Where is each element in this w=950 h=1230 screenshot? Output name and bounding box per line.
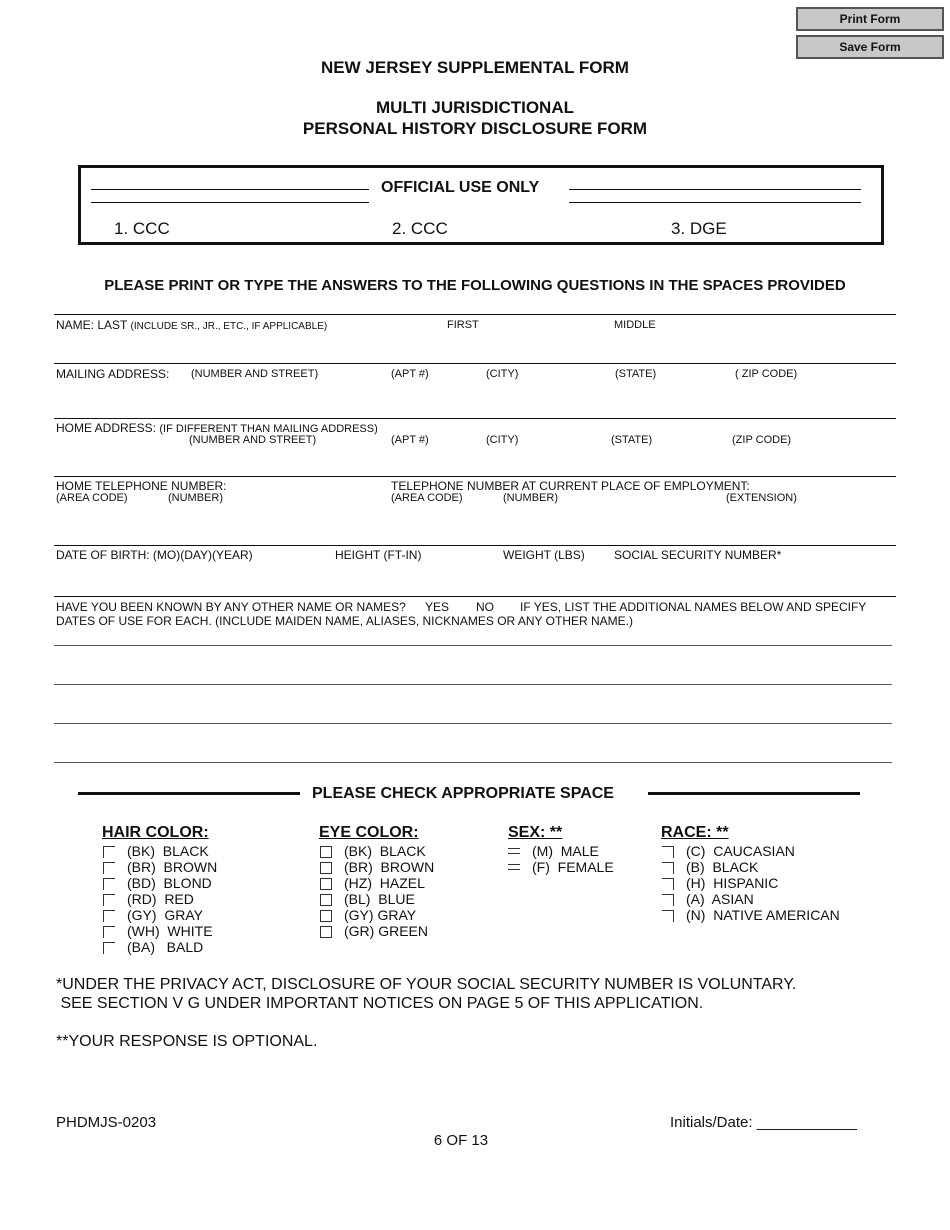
work-phone-label: TELEPHONE NUMBER AT CURRENT PLACE OF EMPLOYMENT: xyxy=(391,479,750,493)
other-name-line-1[interactable] xyxy=(54,645,892,646)
divider xyxy=(569,202,861,203)
race-option-label: (N) NATIVE AMERICAN xyxy=(686,907,840,923)
home-apt-label: (APT #) xyxy=(391,434,429,446)
mailing-city-label: (CITY) xyxy=(486,368,519,380)
divider xyxy=(54,418,896,419)
work-extension-label: (EXTENSION) xyxy=(726,492,797,504)
hair-option-label: (BD) BLOND xyxy=(127,875,212,891)
hair-checkbox[interactable] xyxy=(103,910,115,922)
hair-checkbox[interactable] xyxy=(103,942,115,954)
divider xyxy=(91,202,369,203)
work-number-label: (NUMBER) xyxy=(503,492,558,504)
home-phone-label: HOME TELEPHONE NUMBER: xyxy=(56,479,227,493)
other-names-no[interactable]: NO xyxy=(476,600,494,614)
hair-option-label: (WH) WHITE xyxy=(127,923,213,939)
eye-checkbox[interactable] xyxy=(320,926,332,938)
race-option-label: (C) CAUCASIAN xyxy=(686,843,795,859)
mailing-street-label: (NUMBER AND STREET) xyxy=(191,368,319,380)
other-name-line-4[interactable] xyxy=(54,762,892,763)
hair-checkbox[interactable] xyxy=(103,862,115,874)
dob-label: DATE OF BIRTH: (MO)(DAY)(YEAR) xyxy=(56,548,253,562)
eye-option-label: (BR) BROWN xyxy=(344,859,435,875)
eye-checkbox[interactable] xyxy=(320,910,332,922)
race-checkbox[interactable] xyxy=(662,878,674,890)
sex-checkbox[interactable] xyxy=(508,864,520,870)
official-item-3: 3. DGE xyxy=(671,219,727,238)
official-use-box xyxy=(78,165,884,245)
check-section-title: PLEASE CHECK APPROPRIATE SPACE xyxy=(312,785,614,802)
weight-label: WEIGHT (LBS) xyxy=(503,548,585,562)
official-use-label: OFFICIAL USE ONLY xyxy=(381,179,540,196)
divider xyxy=(54,363,896,364)
eye-option-label: (GR) GREEN xyxy=(344,923,428,939)
race-checkbox[interactable] xyxy=(662,846,674,858)
other-names-instructions-2: DATES OF USE FOR EACH. (INCLUDE MAIDEN NAME, ALIASES, NICKNAMES OR ANY OTHER NAME.) xyxy=(56,614,633,628)
privacy-note-1: *UNDER THE PRIVACY ACT, DISCLOSURE OF YOUR SOCIAL SECURITY NUMBER IS VOLUNTARY. xyxy=(56,976,797,993)
hair-checkbox[interactable] xyxy=(103,894,115,906)
form-id: PHDMJS-0203 xyxy=(56,1114,157,1131)
divider xyxy=(91,189,369,190)
hair-checkbox[interactable] xyxy=(103,846,115,858)
official-item-2: 2. CCC xyxy=(392,219,448,238)
race-option-label: (H) HISPANIC xyxy=(686,875,779,891)
race-checkbox[interactable] xyxy=(662,910,674,922)
page-number: 6 OF 13 xyxy=(433,1132,489,1149)
official-item-1: 1. CCC xyxy=(114,219,170,238)
divider xyxy=(569,189,861,190)
eye-checkbox[interactable] xyxy=(320,862,332,874)
mailing-state-label: (STATE) xyxy=(615,368,657,380)
hair-option-label: (BK) BLACK xyxy=(127,843,209,859)
other-names-instructions: IF YES, LIST THE ADDITIONAL NAMES BELOW AND SPECIFY xyxy=(520,600,867,614)
race-checkbox[interactable] xyxy=(662,894,674,906)
save-form-button[interactable]: Save Form xyxy=(796,35,944,59)
instructions: PLEASE PRINT OR TYPE THE ANSWERS TO THE FOLLOWING QUESTIONS IN THE SPACES PROVIDED xyxy=(104,277,846,294)
home-number-label: (NUMBER) xyxy=(168,492,223,504)
eye-option-label: (GY) GRAY xyxy=(344,907,417,923)
hair-option-label: (BR) BROWN xyxy=(127,859,218,875)
hair-checkbox[interactable] xyxy=(103,926,115,938)
hair-color-title: HAIR COLOR: xyxy=(102,824,209,841)
race-option-label: (A) ASIAN xyxy=(686,891,754,907)
eye-option-label: (BK) BLACK xyxy=(344,843,426,859)
ssn-label: SOCIAL SECURITY NUMBER* xyxy=(614,548,782,562)
divider xyxy=(54,314,896,315)
divider xyxy=(54,545,896,546)
height-label: HEIGHT (FT-IN) xyxy=(335,548,422,562)
eye-checkbox[interactable] xyxy=(320,846,332,858)
other-name-line-2[interactable] xyxy=(54,684,892,685)
home-area-code-label: (AREA CODE) xyxy=(56,492,128,504)
form-subtitle-1: MULTI JURISDICTIONAL xyxy=(375,98,574,117)
hair-option-label: (GY) GRAY xyxy=(127,907,203,923)
hair-option-label: (RD) RED xyxy=(127,891,194,907)
eye-checkbox[interactable] xyxy=(320,894,332,906)
mailing-apt-label: (APT #) xyxy=(391,368,429,380)
sex-option-label: (M) MALE xyxy=(532,843,599,859)
race-option-label: (B) BLACK xyxy=(686,859,759,875)
hair-option-label: (BA) BALD xyxy=(127,939,204,955)
home-zip-label: (ZIP CODE) xyxy=(732,434,792,446)
eye-option-label: (BL) BLUE xyxy=(344,891,415,907)
form-subtitle-2: PERSONAL HISTORY DISCLOSURE FORM xyxy=(302,119,648,138)
race-title: RACE: ** xyxy=(661,824,729,841)
divider xyxy=(648,792,860,795)
middle-name-label: MIDDLE xyxy=(614,319,656,331)
home-street-label: (NUMBER AND STREET) xyxy=(189,434,317,446)
sex-checkbox[interactable] xyxy=(508,848,520,854)
initials-date-field[interactable]: Initials/Date: ____________ xyxy=(670,1114,857,1131)
eye-checkbox[interactable] xyxy=(320,878,332,890)
work-area-code-label: (AREA CODE) xyxy=(391,492,463,504)
privacy-note-2: SEE SECTION V G UNDER IMPORTANT NOTICES ON PAGE 5 OF THIS APPLICATION. xyxy=(56,995,704,1012)
mailing-address-label: MAILING ADDRESS: xyxy=(56,367,170,381)
name-label: NAME: LAST (INCLUDE SR., JR., ETC., IF APPLICABLE) xyxy=(56,318,328,332)
divider xyxy=(78,792,300,795)
eye-option-label: (HZ) HAZEL xyxy=(344,875,425,891)
optional-note: **YOUR RESPONSE IS OPTIONAL. xyxy=(56,1033,318,1050)
other-name-line-3[interactable] xyxy=(54,723,892,724)
hair-checkbox[interactable] xyxy=(103,878,115,890)
eye-color-title: EYE COLOR: xyxy=(319,824,419,841)
other-names-question: HAVE YOU BEEN KNOWN BY ANY OTHER NAME OR NAMES? xyxy=(56,600,406,614)
sex-option-label: (F) FEMALE xyxy=(532,859,614,875)
first-name-label: FIRST xyxy=(447,319,479,331)
divider xyxy=(54,476,896,477)
print-form-button[interactable]: Print Form xyxy=(796,7,944,31)
other-names-yes[interactable]: YES xyxy=(425,600,450,614)
home-city-label: (CITY) xyxy=(486,434,519,446)
home-state-label: (STATE) xyxy=(611,434,653,446)
home-address-label: HOME ADDRESS: (IF DIFFERENT THAN MAILING ADDRESS) xyxy=(56,421,378,435)
form-title: NEW JERSEY SUPPLEMENTAL FORM xyxy=(321,58,629,77)
mailing-zip-label: ( ZIP CODE) xyxy=(735,368,798,380)
race-checkbox[interactable] xyxy=(662,862,674,874)
sex-title: SEX: ** xyxy=(508,824,563,841)
divider xyxy=(54,596,896,597)
